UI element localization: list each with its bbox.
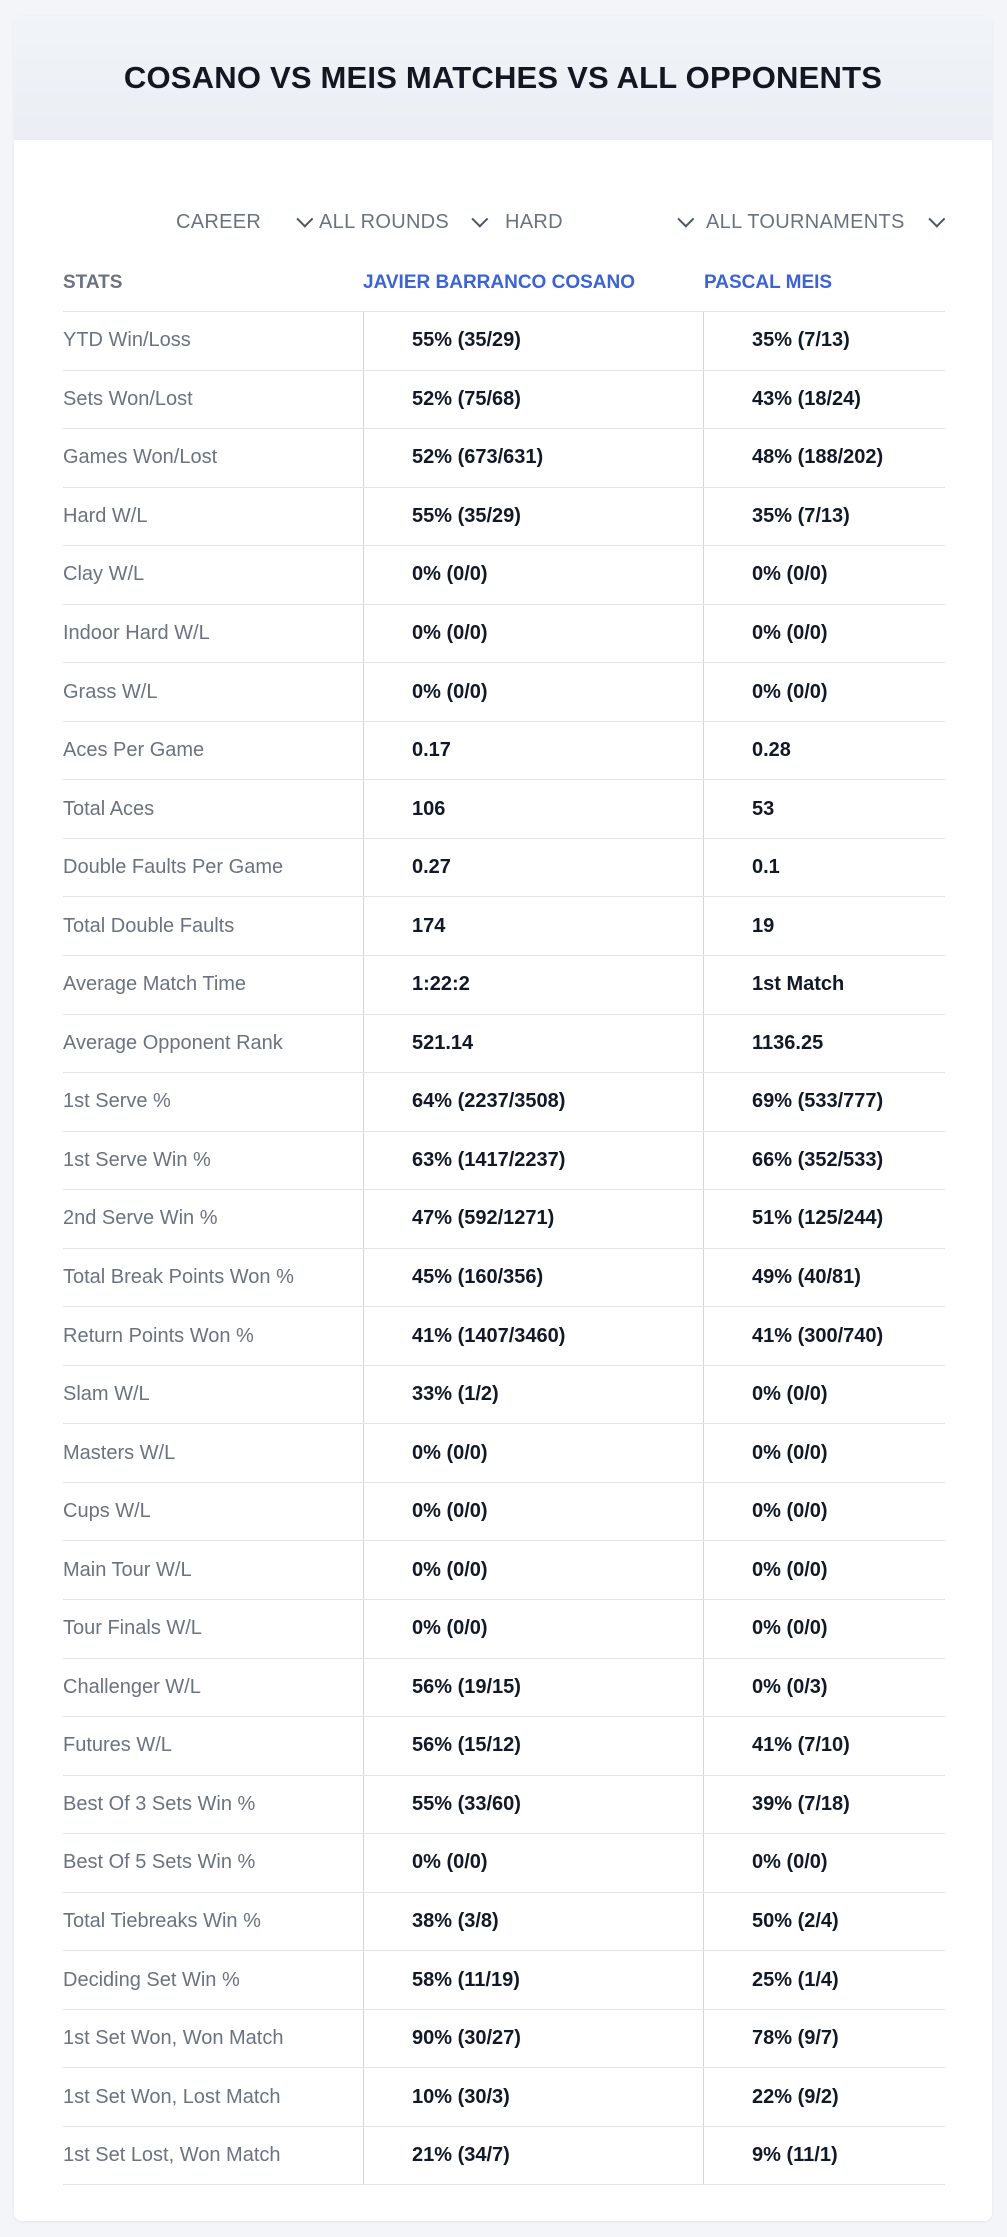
table-row [63,779,945,838]
surface-select[interactable] [505,208,695,236]
stat-label: Average Opponent Rank [63,1031,283,1054]
player1-stat-value: 56% (19/15) [363,1659,703,1717]
chevron-down-icon [471,211,488,228]
surface-select-label: HARD [505,210,563,233]
stat-label: Double Faults Per Game [63,856,284,879]
table-row [63,1482,945,1541]
player2-stat-value: 0.28 [703,722,945,780]
table-row [63,1833,945,1892]
stat-label: Tour Finals W/L [63,1617,202,1640]
player2-stat-value: 66% (352/533) [703,1132,945,1190]
table-header [63,262,945,302]
tournaments-select-label: ALL TOURNAMENTS [706,210,905,233]
table-row [63,1072,945,1131]
chevron-down-icon [677,211,694,228]
player1-stat-value: 0.17 [363,722,703,780]
table-row [63,955,945,1014]
page-header [14,16,992,140]
stat-label: Grass W/L [63,680,158,703]
player1-stat-value: 0% (0/0) [363,663,703,721]
player1-stat-value: 0% (0/0) [363,1424,703,1482]
player2-stat-value: 0% (0/0) [703,605,945,663]
period-select-label: CAREER [176,210,262,233]
stat-label: 1st Set Lost, Won Match [63,2143,281,2166]
player1-stat-value: 55% (35/29) [363,488,703,546]
stats-table [63,311,945,2185]
player1-stat-value: 55% (33/60) [363,1776,703,1834]
table-row [63,1365,945,1424]
player1-stat-value: 0% (0/0) [363,1483,703,1541]
table-row [63,896,945,955]
player2-stat-value: 35% (7/13) [703,488,945,546]
table-row [63,1131,945,1190]
player1-stat-value: 58% (11/19) [363,1951,703,2009]
player2-stat-value: 1136.25 [703,1015,945,1073]
stat-label: Deciding Set Win % [63,1968,240,1991]
player2-stat-value: 0% (0/0) [703,1424,945,1482]
player2-stat-value: 41% (300/740) [703,1307,945,1365]
player1-stat-value: 45% (160/356) [363,1249,703,1307]
player1-stat-value: 38% (3/8) [363,1893,703,1951]
player2-stat-value: 39% (7/18) [703,1776,945,1834]
player1-stat-value: 0.27 [363,839,703,897]
player2-stat-value: 69% (533/777) [703,1073,945,1131]
table-row [63,1716,945,1775]
stat-label: 1st Set Won, Won Match [63,2027,284,2050]
tournaments-select[interactable] [706,208,946,236]
stats-column-header: STATS [63,272,123,293]
table-row [63,2009,945,2068]
table-row [63,2067,945,2126]
player2-stat-value: 49% (40/81) [703,1249,945,1307]
stat-label: Clay W/L [63,563,145,586]
player2-stat-value: 41% (7/10) [703,1717,945,1775]
table-row [63,1892,945,1951]
player1-stat-value: 0% (0/0) [363,605,703,663]
table-row [63,1950,945,2009]
stat-label: Slam W/L [63,1383,150,1406]
table-row [63,721,945,780]
stat-label: Total Tiebreaks Win % [63,1910,261,1933]
player2-stat-value: 0% (0/0) [703,1366,945,1424]
stat-label: 1st Serve Win % [63,1148,211,1171]
stat-label: Indoor Hard W/L [63,622,210,644]
player2-stat-value: 0% (0/0) [703,1483,945,1541]
player2-stat-value: 22% (9/2) [703,2068,945,2126]
player2-stat-value: 1st Match [703,956,945,1014]
stat-label: 2nd Serve Win % [63,1207,218,1230]
stat-label: YTD Win/Loss [63,329,191,352]
player2-stat-value: 25% (1/4) [703,1951,945,2009]
player2-stat-value: 0% (0/0) [703,1541,945,1599]
player2-stat-value: 0% (0/0) [703,1834,945,1892]
player2-stat-value: 9% (11/1) [703,2127,945,2184]
player1-stat-value: 63% (1417/2237) [363,1132,703,1190]
stats-card [14,16,992,2221]
table-row [63,1599,945,1658]
table-row [63,487,945,546]
stat-label: Aces Per Game [63,739,205,762]
player1-stat-value: 1:22:2 [363,956,703,1014]
table-row [63,370,945,429]
player1-stat-value: 0% (0/0) [363,1541,703,1599]
table-row [63,1014,945,1073]
table-row [63,1189,945,1248]
chevron-down-icon [928,211,945,228]
player2-stat-value: 51% (125/244) [703,1190,945,1248]
player1-stat-value: 52% (673/631) [363,429,703,487]
player1-column-header[interactable]: JAVIER BARRANCO COSANO [363,272,636,293]
table-row [63,604,945,663]
player1-stat-value: 55% (35/29) [363,312,703,370]
table-row [63,428,945,487]
table-row [63,311,945,370]
player1-stat-value: 33% (1/2) [363,1366,703,1424]
stat-label: Best Of 5 Sets Win % [63,1851,256,1874]
table-row [63,1540,945,1599]
rounds-select-label: ALL ROUNDS [319,210,450,233]
player1-stat-value: 106 [363,780,703,838]
table-row [63,1423,945,1482]
player1-stat-value: 56% (15/12) [363,1717,703,1775]
table-row [63,1248,945,1307]
player2-stat-value: 0.1 [703,839,945,897]
player2-stat-value: 0% (0/0) [703,1600,945,1658]
stat-label: Total Double Faults [63,914,235,937]
player1-stat-value: 521.14 [363,1015,703,1073]
stat-label: Games Won/Lost [63,446,218,469]
player1-stat-value: 64% (2237/3508) [363,1073,703,1131]
stat-label: Total Aces [63,797,155,820]
player1-stat-value: 47% (592/1271) [363,1190,703,1248]
stat-label: Main Tour W/L [63,1558,192,1581]
stat-label: Average Match Time [63,973,247,996]
player2-stat-value: 0% (0/0) [703,546,945,604]
table-row [63,662,945,721]
stat-label: Challenger W/L [63,1675,201,1698]
player1-stat-value: 0% (0/0) [363,1834,703,1892]
stat-label: 1st Set Won, Lost Match [63,2085,281,2108]
player2-stat-value: 35% (7/13) [703,312,945,370]
stat-label: Hard W/L [63,504,148,527]
stat-label: 1st Serve % [63,1090,171,1113]
player2-stat-value: 0% (0/0) [703,663,945,721]
player1-stat-value: 174 [363,897,703,955]
table-row [63,838,945,897]
stat-label: Best Of 3 Sets Win % [63,1792,256,1815]
player1-stat-value: 21% (34/7) [363,2127,703,2184]
player2-stat-value: 48% (188/202) [703,429,945,487]
player1-stat-value: 0% (0/0) [363,546,703,604]
page-title: COSANO VS MEIS MATCHES VS ALL OPPONENTS [123,60,883,95]
player1-stat-value: 41% (1407/3460) [363,1307,703,1365]
stat-label: Futures W/L [63,1734,172,1757]
stat-label: Total Break Points Won % [63,1266,294,1289]
player2-stat-value: 43% (18/24) [703,371,945,429]
table-row [63,1658,945,1717]
player2-stat-value: 19 [703,897,945,955]
player1-stat-value: 52% (75/68) [363,371,703,429]
table-row [63,1775,945,1834]
stat-label: Cups W/L [63,1500,151,1523]
stat-label: Return Points Won % [63,1324,254,1347]
table-row [63,545,945,604]
player2-column-header[interactable]: PASCAL MEIS [704,272,833,293]
rounds-select[interactable] [319,208,489,236]
player2-stat-value: 50% (2/4) [703,1893,945,1951]
table-row [63,2126,945,2185]
filter-bar [14,186,992,256]
player2-stat-value: 0% (0/3) [703,1659,945,1717]
stat-label: Sets Won/Lost [63,387,193,410]
player2-stat-value: 78% (9/7) [703,2010,945,2068]
period-select[interactable] [176,208,314,236]
player1-stat-value: 0% (0/0) [363,1600,703,1658]
player2-stat-value: 53 [703,780,945,838]
player1-stat-value: 90% (30/27) [363,2010,703,2068]
stat-label: Masters W/L [63,1441,176,1464]
chevron-down-icon [296,211,313,228]
player1-stat-value: 10% (30/3) [363,2068,703,2126]
table-row [63,1306,945,1365]
